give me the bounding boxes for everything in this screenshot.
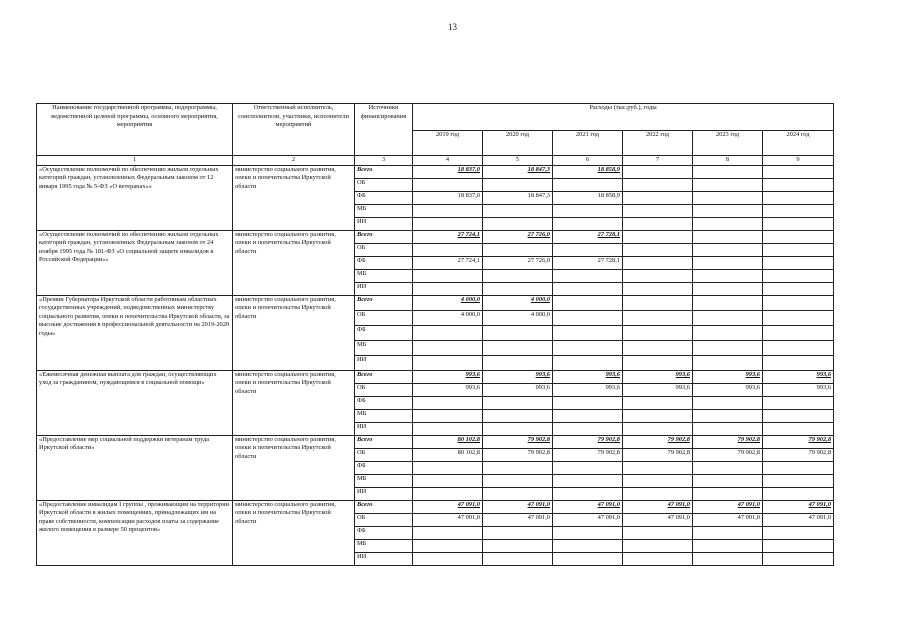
expense-value [483,269,553,282]
expense-value: 993,6 [483,370,553,383]
expense-value [623,204,693,217]
header-executor: Ответственный исполнитель, соисполнители, участники, исполнители мероприятий [233,104,355,156]
funding-source: ОБ [355,243,413,256]
expense-value [553,310,623,325]
expense-value [553,474,623,487]
expense-value [623,165,693,178]
measure-executor: министерство социального развития, опеки и попечительства Иркутской области [233,295,355,370]
expense-value: 4 000,0 [483,310,553,325]
expense-value [623,552,693,565]
expense-value [553,269,623,282]
expense-value [623,191,693,204]
expense-value: 27 724,1 [413,230,483,243]
expense-value [483,552,553,565]
expense-value [413,325,483,340]
expense-value [693,474,763,487]
expense-value: 993,6 [483,383,553,396]
expense-value: 993,6 [553,383,623,396]
expense-value [763,295,834,310]
header-year: 2021 год [553,131,623,156]
expense-value [623,310,693,325]
header-source: Источники финансирования [355,104,413,156]
expense-value [693,178,763,191]
expense-value: 79 902,8 [483,448,553,461]
expense-value: 27 726,0 [483,256,553,269]
expense-value [763,474,834,487]
expense-value [693,396,763,409]
funding-source: ФБ [355,526,413,539]
expense-value [763,340,834,355]
funding-source: ИИ [355,422,413,435]
funding-source: ОБ [355,310,413,325]
funding-source: ОБ [355,448,413,461]
expense-value: 18 847,3 [483,191,553,204]
funding-source: Всего [355,230,413,243]
expense-value [413,340,483,355]
measure-description: «Предоставление мер социальной поддержки ветеранам труда Иркутской области» [37,435,233,500]
header-year: 2023 год [693,131,763,156]
expense-value [763,422,834,435]
expense-value: 993,6 [413,383,483,396]
expense-value [553,282,623,295]
expense-value [553,340,623,355]
funding-source: Всего [355,500,413,513]
funding-source: ФБ [355,325,413,340]
expense-value [483,204,553,217]
table-row [37,500,834,513]
table-row [37,295,834,310]
expense-value: 47 091,0 [413,500,483,513]
expense-value [623,295,693,310]
expense-value [413,474,483,487]
expense-value [763,204,834,217]
expense-value: 79 902,8 [763,448,834,461]
header-year: 2019 год [413,131,483,156]
expense-value: 993,6 [763,383,834,396]
expense-value: 47 091,0 [413,513,483,526]
expense-value [553,355,623,370]
expense-value [413,396,483,409]
expense-value [623,487,693,500]
expense-value [763,282,834,295]
expense-value: 27 726,0 [483,230,553,243]
column-number: 5 [483,156,553,166]
expense-value: 993,6 [553,370,623,383]
column-number: 7 [623,156,693,166]
expense-value [483,178,553,191]
expense-value [413,269,483,282]
expense-value [693,295,763,310]
expense-value [483,217,553,230]
expense-value: 47 091,0 [553,500,623,513]
expense-value: 27 728,1 [553,230,623,243]
expense-value [693,282,763,295]
expense-value [763,487,834,500]
expense-value: 79 902,8 [693,435,763,448]
header-year: 2024 год [763,131,834,156]
funding-source: ИИ [355,355,413,370]
expense-value: 993,6 [763,370,834,383]
expense-value [483,282,553,295]
expense-value [413,243,483,256]
expense-value [763,165,834,178]
funding-source: Всего [355,435,413,448]
expense-value: 18 858,9 [553,191,623,204]
expense-value: 18 837,0 [413,165,483,178]
expense-value: 79 902,8 [553,435,623,448]
expense-value: 79 902,8 [553,448,623,461]
expense-value [623,230,693,243]
expense-value [413,409,483,422]
table-row [37,370,834,383]
expense-value: 79 902,8 [623,435,693,448]
expense-value: 4 000,0 [413,295,483,310]
expense-value: 47 091,0 [623,513,693,526]
expense-value: 47 091,0 [693,513,763,526]
expense-value [763,355,834,370]
funding-source: ФБ [355,461,413,474]
expense-value [693,487,763,500]
expense-value [483,325,553,340]
measure-description: «Премии Губернатора Иркутской области работникам областных государственных учреждений, подведомственных министерству социального развития, опеки и попечительства Иркутской области, за высокие достижения в профессиональной деятельности на 2019-2020 годы» [37,295,233,370]
expense-value [693,325,763,340]
funding-source: МБ [355,409,413,422]
expense-value: 993,6 [693,383,763,396]
expense-value [693,539,763,552]
funding-source: ФБ [355,256,413,269]
expense-value [483,461,553,474]
expense-value: 80 102,8 [413,448,483,461]
expense-value [483,487,553,500]
funding-source: МБ [355,539,413,552]
expense-value: 79 902,8 [623,448,693,461]
expense-value [413,355,483,370]
expense-value [763,325,834,340]
expense-value [693,243,763,256]
expense-value [553,204,623,217]
expense-value: 18 847,3 [483,165,553,178]
expense-value [693,552,763,565]
column-number: 8 [693,156,763,166]
expense-value [483,539,553,552]
expense-value [483,243,553,256]
column-number: 9 [763,156,834,166]
measure-executor: министерство социального развития, опеки и попечительства Иркутской области [233,165,355,230]
expense-value [623,396,693,409]
expense-value [623,325,693,340]
expense-value [553,325,623,340]
expense-value: 27 728,1 [553,256,623,269]
expense-value [693,204,763,217]
expense-value [623,539,693,552]
expense-value [763,230,834,243]
expense-value: 18 858,9 [553,165,623,178]
expense-value [413,461,483,474]
expense-value: 4 000,0 [483,295,553,310]
expense-value [763,526,834,539]
expense-value [763,243,834,256]
measure-description: «Осуществление полномочий по обеспечению жильем отдельных категорий граждан, установленных Федеральным законом от 24 ноября 1995 года № 181-ФЗ «О социальной защите инвалидов в Российской Федерации»» [37,230,233,295]
expense-value [413,552,483,565]
expense-value: 80 102,8 [413,435,483,448]
header-name: Наименование государственной программы, подпрограммы, ведомственной целевой программы, основного мероприятия, мероприятия [37,104,233,156]
header-expenses: Расходы (тыс.руб.), годы [413,104,834,131]
table-row [37,165,834,178]
expense-value [623,422,693,435]
expense-value [623,409,693,422]
measure-executor: министерство социального развития, опеки и попечительства Иркутской области [233,230,355,295]
expense-value [693,340,763,355]
page-number: 13 [448,22,457,32]
funding-source: МБ [355,340,413,355]
expense-value [693,422,763,435]
table-row [37,230,834,243]
expense-value: 27 724,1 [413,256,483,269]
expense-value [553,396,623,409]
expenses-table [36,103,834,566]
expense-value: 47 091,0 [623,500,693,513]
expense-value [553,243,623,256]
expense-value [693,230,763,243]
expense-value: 79 902,8 [693,448,763,461]
expense-value [763,539,834,552]
expense-value [553,552,623,565]
expense-value [553,178,623,191]
expense-value [553,295,623,310]
expense-value [483,355,553,370]
funding-source: ИИ [355,217,413,230]
expense-value [553,422,623,435]
expense-value [763,256,834,269]
expense-value: 18 837,0 [413,191,483,204]
expense-value [483,526,553,539]
expense-value [553,539,623,552]
column-number: 4 [413,156,483,166]
expense-value [623,526,693,539]
expense-value: 993,6 [623,383,693,396]
funding-source: Всего [355,295,413,310]
column-number: 2 [233,156,355,166]
funding-source: ОБ [355,383,413,396]
expense-value [483,340,553,355]
expense-value [483,396,553,409]
expense-value [763,217,834,230]
expense-value [483,409,553,422]
header-row [37,104,834,131]
expense-value [763,552,834,565]
header-year: 2020 год [483,131,553,156]
funding-source: ФБ [355,191,413,204]
column-number: 6 [553,156,623,166]
expense-value [693,409,763,422]
expense-value: 47 091,0 [763,513,834,526]
funding-source: Всего [355,165,413,178]
expense-value [763,178,834,191]
funding-source: Всего [355,370,413,383]
measure-executor: министерство социального развития, опеки и попечительства Иркутской области [233,500,355,565]
expense-value [763,461,834,474]
expense-value [623,282,693,295]
expense-value [553,526,623,539]
expense-value [553,487,623,500]
expense-value [623,340,693,355]
expense-value [693,165,763,178]
expense-value [413,204,483,217]
expense-value: 4 000,0 [413,310,483,325]
funding-source: ФБ [355,396,413,409]
expense-value [413,539,483,552]
expense-value [413,526,483,539]
funding-source: ИИ [355,552,413,565]
header-year: 2022 год [623,131,693,156]
funding-source: МБ [355,474,413,487]
expense-value [693,191,763,204]
column-numbers-row [37,156,834,166]
expense-value [413,422,483,435]
expense-value: 47 091,0 [483,513,553,526]
measure-description: «Ежемесячная денежная выплата для граждан, осуществляющих уход за гражданином, нуждающимся в социальной помощи» [37,370,233,435]
expense-value: 993,6 [623,370,693,383]
funding-source: ОБ [355,513,413,526]
expense-value [623,178,693,191]
expense-value: 993,6 [413,370,483,383]
expense-value [693,526,763,539]
expense-value [553,217,623,230]
measure-description: «Предоставление инвалидам I группы , проживающим на территории Иркутской области в жилых помещениях, принадлежащих им на праве собственности, компенсации расходов платы за содержание жилого помещения в размере 50 процентов» [37,500,233,565]
expense-value [623,217,693,230]
expense-value [413,178,483,191]
expense-value [623,474,693,487]
expense-value [763,310,834,325]
expense-value [483,422,553,435]
expense-value [693,269,763,282]
expense-value [763,409,834,422]
expense-value [763,396,834,409]
expense-value [483,474,553,487]
funding-source: ОБ [355,178,413,191]
expense-value [413,217,483,230]
expense-value: 47 091,0 [553,513,623,526]
expense-value: 993,6 [693,370,763,383]
expense-value [693,461,763,474]
expense-value [623,355,693,370]
expense-value [623,461,693,474]
measure-description: «Осуществление полномочий по обеспечению жильем отдельных категорий граждан, установленных Федеральным законом от 12 января 1995 года № 5-ФЗ «О ветеранах»» [37,165,233,230]
funding-source: МБ [355,269,413,282]
expense-value: 47 091,0 [693,500,763,513]
expense-value [413,487,483,500]
expense-value: 79 902,8 [483,435,553,448]
measure-executor: министерство социального развития, опеки и попечительства Иркутской области [233,370,355,435]
expense-value [763,191,834,204]
expense-value [763,269,834,282]
expense-value: 47 091,0 [483,500,553,513]
expense-value [553,409,623,422]
expense-value [693,310,763,325]
funding-source: МБ [355,204,413,217]
expense-value [553,461,623,474]
expense-value [623,269,693,282]
expense-value [693,355,763,370]
expense-value [623,243,693,256]
table-row [37,435,834,448]
column-number: 1 [37,156,233,166]
expense-value: 47 091,0 [763,500,834,513]
table-body [37,165,834,565]
expense-value [413,282,483,295]
expense-value [693,256,763,269]
column-number: 3 [355,156,413,166]
funding-source: ИИ [355,282,413,295]
expense-value: 79 902,8 [763,435,834,448]
measure-executor: министерство социального развития, опеки и попечительства Иркутской области [233,435,355,500]
funding-source: ИИ [355,487,413,500]
expense-value [623,256,693,269]
expense-value [693,217,763,230]
